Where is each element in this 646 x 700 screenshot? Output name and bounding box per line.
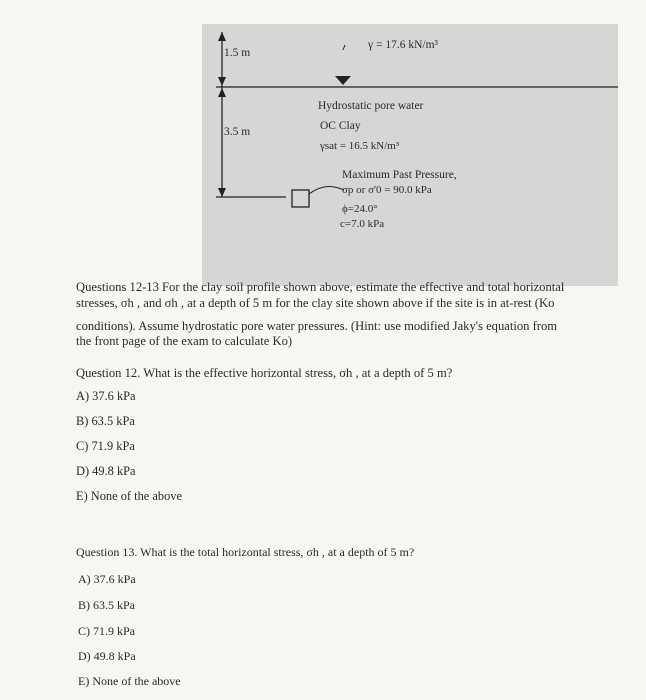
soil-type-label: OC Clay [320, 120, 361, 132]
arrow-down-icon [218, 188, 226, 197]
q13-option-b[interactable]: B) 63.5 kPa [78, 598, 135, 612]
q12-option-e[interactable]: E) None of the above [76, 489, 182, 503]
intro-line-3: conditions). Assume hydrostatic pore water pressures. (Hint: use modified Jaky's equation from [76, 319, 558, 333]
q13-option-a[interactable]: A) 37.6 kPa [78, 572, 136, 586]
arrow-up-icon [218, 88, 226, 97]
preconsolidation-stress: σp or σ'0 = 90.0 kPa [342, 184, 432, 196]
cohesion: c=7.0 kPa [340, 218, 385, 230]
unit-weight-top: γ = 17.6 kN/m³ [368, 39, 438, 51]
q12-option-a[interactable]: A) 37.6 kPa [76, 389, 136, 403]
leader-line [309, 187, 344, 194]
layer1-thickness: 1.5 m [224, 47, 251, 59]
water-table-icon [335, 76, 351, 85]
soil-profile-drawing [202, 24, 618, 286]
layer2-thickness: 3.5 m [224, 126, 251, 138]
question-12-text: Question 12. What is the effective horizontal stress, σh , at a depth of 5 m? [76, 366, 453, 380]
intro-line-4: the front page of the exam to calculate Ko) [76, 334, 293, 348]
pore-water-label: Hydrostatic pore water [318, 100, 424, 112]
q12-option-c[interactable]: C) 71.9 kPa [76, 439, 135, 453]
unit-weight-sat: γsat = 16.5 kN/m³ [320, 140, 400, 152]
q12-option-d[interactable]: D) 49.8 kPa [76, 464, 136, 478]
q13-option-d[interactable]: D) 49.8 kPa [78, 649, 136, 663]
q13-option-c[interactable]: C) 71.9 kPa [78, 624, 135, 638]
tick-mark [343, 45, 345, 50]
q12-option-b[interactable]: B) 63.5 kPa [76, 414, 135, 428]
arrow-up-icon [218, 32, 226, 41]
intro-line-2: stresses, σh , and σh , at a depth of 5 m for the clay site shown above if the site is in at-rest (Ko [76, 296, 555, 310]
friction-angle: ϕ=24.0° [342, 203, 378, 215]
soil-profile-diagram [202, 24, 618, 286]
intro-line-1: Questions 12-13 For the clay soil profile shown above, estimate the effective and total horizontal [76, 280, 565, 294]
q13-option-e[interactable]: E) None of the above [78, 674, 181, 688]
soil-element-icon [292, 190, 309, 207]
arrow-down-icon [218, 77, 226, 86]
max-past-pressure-label: Maximum Past Pressure, [342, 169, 457, 181]
question-13-text: Question 13. What is the total horizontal stress, σh , at a depth of 5 m? [76, 545, 415, 559]
